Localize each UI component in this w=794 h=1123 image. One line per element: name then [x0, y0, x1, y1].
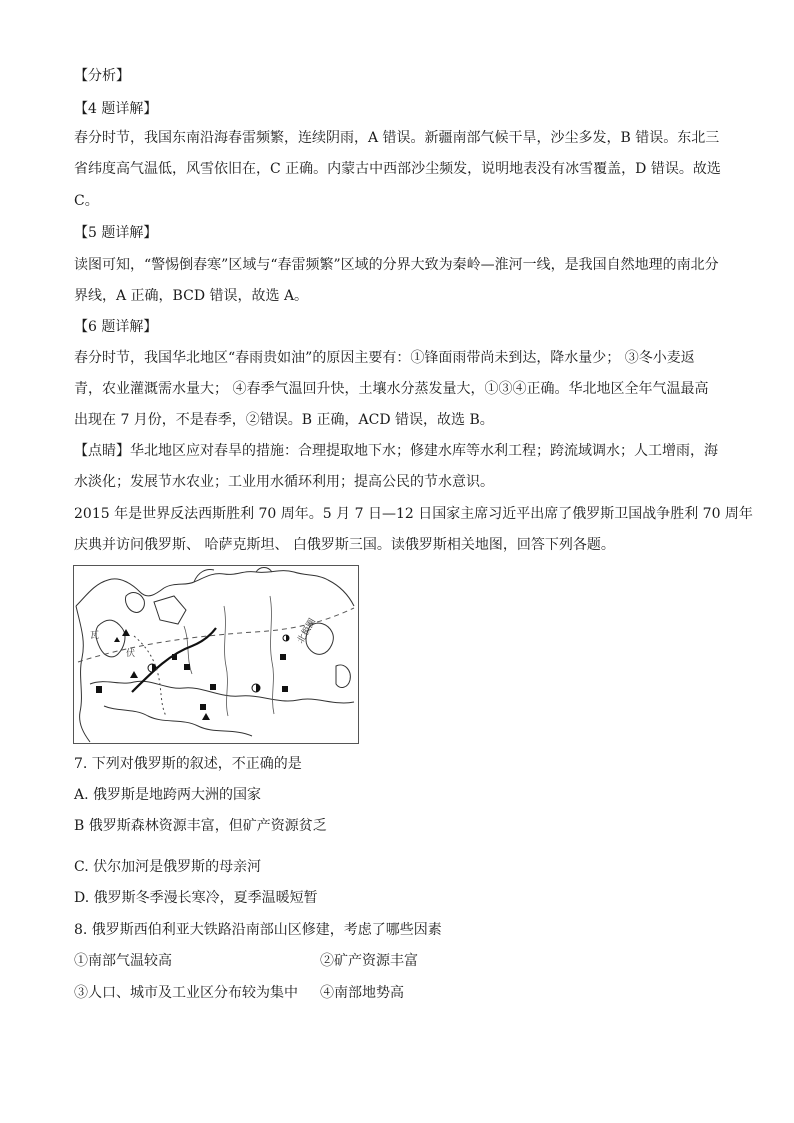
q7-option-b: B 俄罗斯森林资源丰富，但矿产资源贫乏: [74, 818, 327, 834]
q8-option-1: ①南部气温较高: [74, 953, 172, 969]
q7-option-c: C. 伏尔加河是俄罗斯的母亲河: [74, 859, 262, 875]
q6-text-line3: 出现在 7 月份，不是春季，②错误。B 正确，ACD 错误，故选 B。: [74, 412, 494, 428]
q6-header: 【6 题详解】: [74, 319, 158, 335]
triangle-symbol: [130, 671, 138, 678]
map-label-left: 瓦: [90, 631, 100, 641]
q4-text-line2: 省纬度高气温低，风雪依旧在，C 正确。内蒙古中西部沙尘频发，说明地表没有冰雪覆盖，D 错误。故选: [74, 161, 721, 177]
square-symbol: [184, 664, 190, 670]
square-symbol: [282, 686, 288, 692]
analysis-header: 【分析】: [74, 68, 130, 84]
q6-text-line2: 青，农业灌溉需水量大； ④春季气温回升快，土壤水分蒸发量大，①③④正确。华北地区全年气温最高: [74, 381, 709, 397]
half-circle-symbols: [148, 635, 289, 692]
square-symbol: [210, 684, 216, 690]
q7-stem: 7. 下列对俄罗斯的叙述，不正确的是: [74, 756, 302, 772]
q4-text-line1: 春分时节，我国东南沿海春雷频繁，连续阴雨，A 错误。新疆南部气候干旱，沙尘多发，B 错误。东北三: [74, 130, 720, 146]
square-symbol: [96, 686, 102, 693]
q7-option-a: A. 俄罗斯是地跨两大洲的国家: [74, 787, 262, 803]
square-symbol: [200, 704, 206, 710]
q8-option-3: ③人口、城市及工业区分布较为集中: [74, 985, 298, 1001]
triangle-symbol: [202, 713, 210, 720]
q7-option-d: D. 俄罗斯冬季漫长寒冷，夏季温暖短暂: [74, 890, 318, 906]
square-symbol: [280, 654, 286, 660]
russia-map-graphic: [74, 566, 358, 743]
q4-text-line3: C。: [74, 193, 99, 209]
q4-header: 【4 题详解】: [74, 101, 158, 117]
q8-option-2: ②矿产资源丰富: [320, 953, 418, 969]
arctic-circle-line: [78, 608, 354, 662]
russia-map: [73, 565, 359, 744]
q8-option-4: ④南部地势高: [320, 985, 404, 1001]
q5-text-line1: 读图可知，“警惕倒春寒”区域与“春雷频繁”区域的分界大致为秦岭—淮河一线，是我国自然地理的南北分: [74, 257, 719, 273]
intro-line2: 庆典并访问俄罗斯、 哈萨克斯坦、 白俄罗斯三国。读俄罗斯相关地图，回答下列各题。: [74, 537, 615, 553]
arctic-circle-label: 北极圈: [295, 617, 319, 646]
dianjing-line2: 水淡化；发展节水农业；工业用水循环利用；提高公民的节水意识。: [74, 474, 494, 490]
q8-stem: 8. 俄罗斯西伯利亚大铁路沿南部山区修建，考虑了哪些因素: [74, 922, 442, 938]
q5-text-line2: 界线，A 正确，BCD 错误，故选 A。: [74, 288, 309, 304]
intro-line1: 2015 年是世界反法西斯胜利 70 周年。5 月 7 日—12 日国家主席习近平出席了俄罗斯卫国战争胜利 70 周年: [74, 506, 753, 522]
q5-header: 【5 题详解】: [74, 225, 158, 241]
dianjing-line1: 【点睛】华北地区应对春旱的措施：合理提取地下水；修建水库等水利工程；跨流域调水；人工增雨，海: [74, 443, 718, 459]
map-label-volga: 伏: [126, 649, 136, 659]
q6-text-line1: 春分时节，我国华北地区“春雨贵如油”的原因主要有：①锋面雨带尚未到达，降水量少； ③冬小麦返: [74, 350, 695, 366]
